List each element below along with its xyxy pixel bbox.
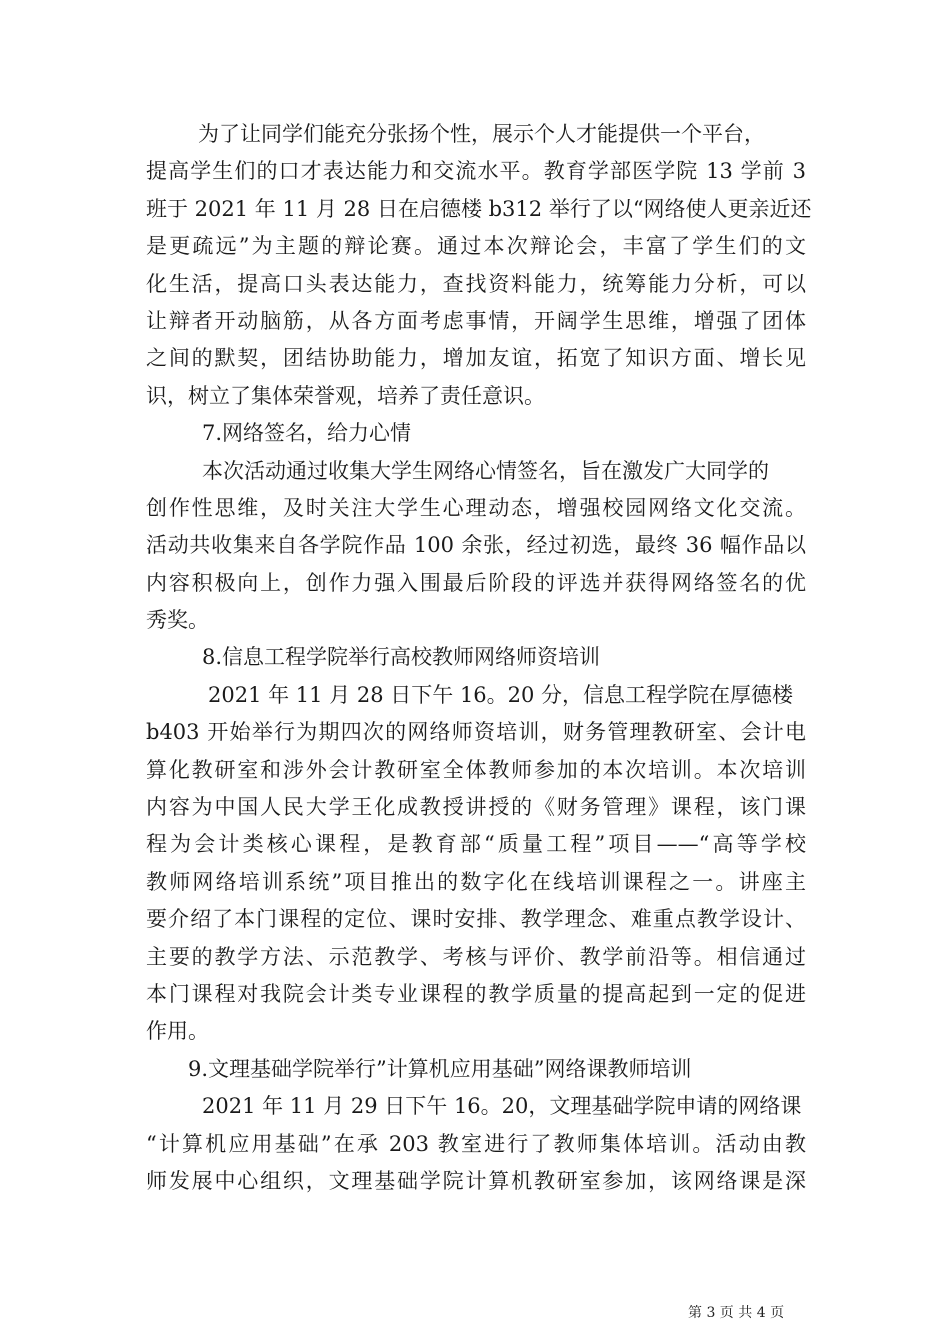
- paragraph-line: “计算机应用基础”在承 203 教室进行了教师集体培训。活动由教: [146, 1131, 806, 1156]
- paragraph-line: 秀奖。: [146, 608, 209, 633]
- paragraph-line: 化生活，提高口头表达能力，查找资料能力，统筹能力分析，可以: [146, 271, 806, 296]
- paragraph-line: 让辩者开动脑筋，从各方面考虑事情，开阔学生思维，增强了团体: [146, 308, 806, 333]
- paragraph-line: 作用。: [146, 1019, 209, 1044]
- paragraph-line: 本次活动通过收集大学生网络心情签名，旨在激发广大同学的: [202, 458, 769, 483]
- page-number-footer: 第 3 页 共 4 页: [688, 1305, 785, 1321]
- paragraph-line: 算化教研室和涉外会计教研室全体教师参加的本次培训。本次培训: [146, 757, 806, 782]
- paragraph-line: 师发展中心组织，文理基础学院计算机教研室参加，该网络课是深: [146, 1168, 806, 1193]
- paragraph-line: 创作性思维，及时关注大学生心理动态，增强校园网络文化交流。: [146, 495, 806, 520]
- section-heading-7: 7.网络签名，给力心情: [202, 421, 412, 446]
- paragraph-line: 内容积极向上，创作力强入围最后阶段的评选并获得网络签名的优: [146, 570, 806, 595]
- paragraph-line: 活动共收集来自各学院作品 100 余张，经过初选，最终 36 幅作品以: [146, 533, 806, 558]
- paragraph-line: 内容为中国人民大学王化成教授讲授的《财务管理》课程，该门课: [146, 795, 806, 820]
- paragraph-line: 主要的教学方法、示范教学、考核与评价、教学前沿等。相信通过: [146, 944, 806, 969]
- paragraph-line: 教师网络培训系统”项目推出的数字化在线培训课程之一。讲座主: [146, 869, 806, 894]
- paragraph-line: 程为会计类核心课程，是教育部“质量工程”项目——“高等学校: [146, 832, 806, 857]
- section-heading-8: 8.信息工程学院举行高校教师网络师资培训: [202, 645, 601, 670]
- paragraph-line: 为了让同学们能充分张扬个性，展示个人才能提供一个平台，: [198, 122, 765, 146]
- document-body: [146, 116, 812, 1200]
- paragraph-line: 要介绍了本门课程的定位、课时安排、教学理念、难重点教学设计、: [146, 907, 806, 932]
- paragraph-line: b403 开始举行为期四次的网络师资培训，财务管理教研室、会计电: [146, 720, 806, 745]
- paragraph-line: 班于 2021 年 11 月 28 日在启德楼 b312 举行了以“网络使人更亲近还: [146, 196, 812, 221]
- paragraph-line: 识，树立了集体荣誉观，培养了责任意识。: [146, 383, 545, 408]
- paragraph-line: 提高学生们的口才表达能力和交流水平。教育学部医学院 13 学前 3: [146, 159, 806, 184]
- section-heading-9: 9.文理基础学院举行”计算机应用基础”网络课教师培训: [188, 1056, 692, 1081]
- paragraph-line: 是更疏远”为主题的辩论赛。通过本次辩论会，丰富了学生们的文: [146, 234, 806, 259]
- paragraph-line: 2021 年 11 月 28 日下午 16。20 分，信息工程学院在厚德楼: [208, 682, 794, 707]
- paragraph-line: 之间的默契，团结协助能力，增加友谊，拓宽了知识方面、增长见: [146, 346, 806, 371]
- paragraph-line: 2021 年 11 月 29 日下午 16。20，文理基础学院申请的网络课: [202, 1094, 802, 1119]
- paragraph-line: 本门课程对我院会计类专业课程的教学质量的提高起到一定的促进: [146, 981, 806, 1006]
